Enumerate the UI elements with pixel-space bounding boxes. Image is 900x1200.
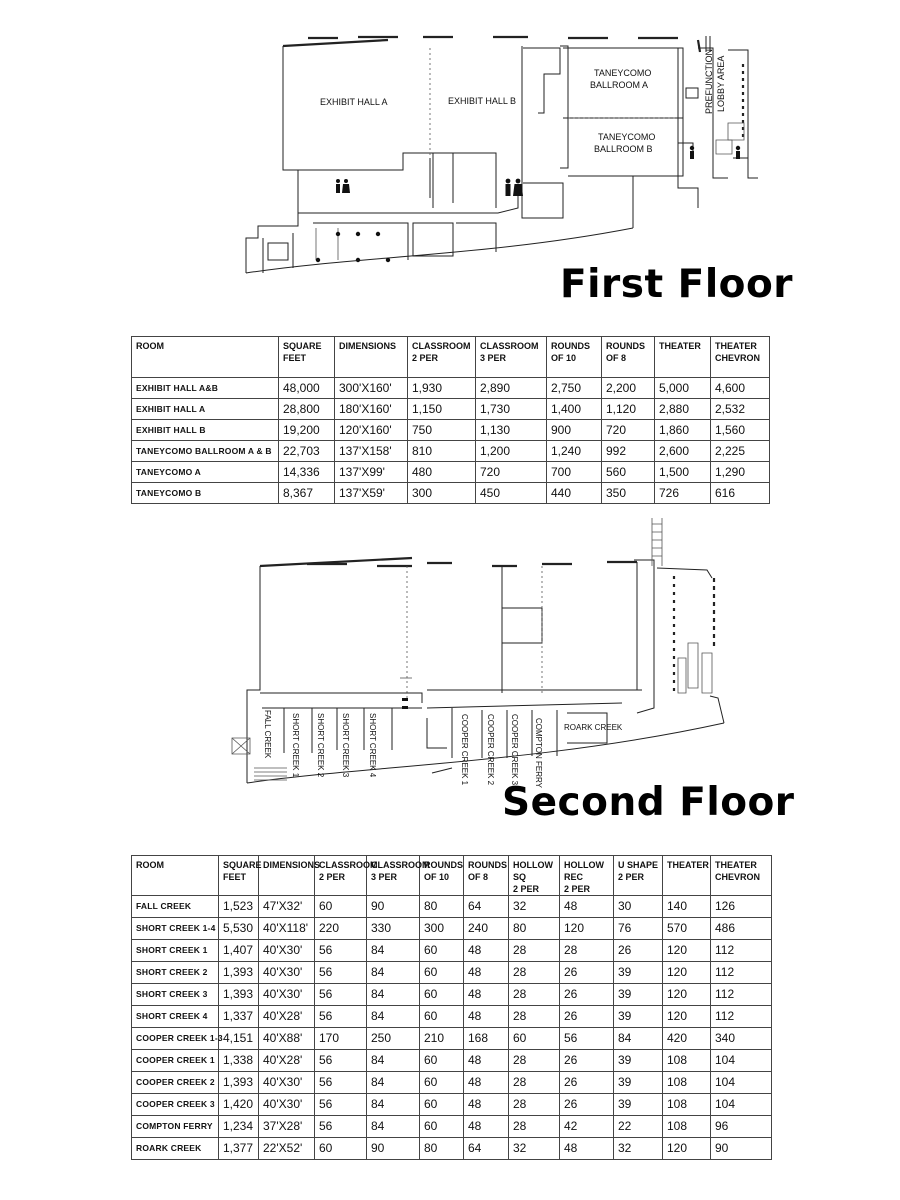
table-cell: 2,532 <box>711 399 770 420</box>
table-cell: 60 <box>420 1050 464 1072</box>
table-cell: 180'X160' <box>335 399 408 420</box>
table-cell: 37'X28' <box>259 1116 315 1138</box>
room-name-cell: SHORT CREEK 4 <box>132 1006 219 1028</box>
short-creek-1-label: SHORT CREEK 1 <box>291 713 300 778</box>
table-cell: 108 <box>663 1116 711 1138</box>
table-cell: 750 <box>408 420 476 441</box>
table-cell: 126 <box>711 896 772 918</box>
table-cell: 28 <box>560 940 614 962</box>
table-cell: 60 <box>420 1006 464 1028</box>
table-cell: 700 <box>547 462 602 483</box>
table-cell: 560 <box>602 462 655 483</box>
header-hollow-sq: HOLLOW SQ 2 PER <box>509 856 560 896</box>
table-cell: 120 <box>663 1138 711 1160</box>
table-cell: 60 <box>420 962 464 984</box>
header-dimensions: DIMENSIONS <box>335 337 408 378</box>
table-row <box>132 1094 772 1116</box>
table-cell: 56 <box>315 940 367 962</box>
table-cell: 220 <box>315 918 367 940</box>
table-cell: 26 <box>560 962 614 984</box>
short-creek-2-label: SHORT CREEK 2 <box>316 713 325 778</box>
table-cell: 84 <box>367 1006 420 1028</box>
table-cell: 39 <box>614 1094 663 1116</box>
table-cell: 120 <box>663 962 711 984</box>
table-row <box>132 399 770 420</box>
table-cell: 900 <box>547 420 602 441</box>
first-floor-walls <box>246 36 758 273</box>
table-cell: 420 <box>663 1028 711 1050</box>
table-cell: 5,530 <box>219 918 259 940</box>
header-classroom-2-per: CLASSROOM 2 PER <box>315 856 367 896</box>
table-cell: 170 <box>315 1028 367 1050</box>
table-cell: 440 <box>547 483 602 504</box>
table-cell: 240 <box>464 918 509 940</box>
table-cell: 48 <box>464 962 509 984</box>
short-creek-4-label: SHORT CREEK 4 <box>368 713 377 778</box>
table-cell: 26 <box>614 940 663 962</box>
table-cell: 28 <box>509 940 560 962</box>
table-cell: 616 <box>711 483 770 504</box>
ballroom-a-label-line1: TANEYCOMO <box>594 68 652 78</box>
table-cell: 32 <box>509 1138 560 1160</box>
header-room: ROOM <box>132 856 219 896</box>
table-row <box>132 984 772 1006</box>
table-cell: 2,890 <box>476 378 547 399</box>
restroom-icon <box>336 179 350 193</box>
table-cell: 60 <box>420 940 464 962</box>
table-cell: 56 <box>315 1094 367 1116</box>
table-cell: 1,930 <box>408 378 476 399</box>
table-cell: 137'X59' <box>335 483 408 504</box>
table-cell: 40'X118' <box>259 918 315 940</box>
table-cell: 810 <box>408 441 476 462</box>
second-floor-walls <box>232 518 724 783</box>
table-cell: 2,600 <box>655 441 711 462</box>
ballroom-b-label-line1: TANEYCOMO <box>598 132 656 142</box>
table-cell: 56 <box>315 1006 367 1028</box>
table-cell: 26 <box>560 984 614 1006</box>
table-cell: 40'X30' <box>259 962 315 984</box>
table-row <box>132 462 770 483</box>
table-cell: 1,338 <box>219 1050 259 1072</box>
table-cell: 112 <box>711 962 772 984</box>
table-cell: 56 <box>315 984 367 1006</box>
table-cell: 39 <box>614 1050 663 1072</box>
table-cell: 104 <box>711 1072 772 1094</box>
table-cell: 137'X158' <box>335 441 408 462</box>
header-square-feet: SQUARE FEET <box>279 337 335 378</box>
table-cell: 40'X28' <box>259 1006 315 1028</box>
room-name-cell: TANEYCOMO B <box>132 483 279 504</box>
table-cell: 60 <box>315 896 367 918</box>
table-cell: 56 <box>315 962 367 984</box>
table-cell: 80 <box>509 918 560 940</box>
table-row <box>132 441 770 462</box>
table-cell: 60 <box>315 1138 367 1160</box>
table-cell: 1,240 <box>547 441 602 462</box>
table-cell: 5,000 <box>655 378 711 399</box>
header-rounds-of-8: ROUNDS OF 8 <box>464 856 509 896</box>
table-cell: 480 <box>408 462 476 483</box>
table-cell: 1,290 <box>711 462 770 483</box>
table-cell: 40'X28' <box>259 1050 315 1072</box>
table-row <box>132 483 770 504</box>
table-cell: 60 <box>420 984 464 1006</box>
table-cell: 726 <box>655 483 711 504</box>
first-floor-capacity-table <box>131 336 770 504</box>
table-cell: 90 <box>367 896 420 918</box>
table-cell: 26 <box>560 1072 614 1094</box>
table-cell: 90 <box>367 1138 420 1160</box>
header-classroom-3-per: CLASSROOM 3 PER <box>476 337 547 378</box>
table-cell: 56 <box>315 1072 367 1094</box>
header-classroom-3-per: CLASSROOM 3 PER <box>367 856 420 896</box>
ballroom-a-label-line2: BALLROOM A <box>590 80 649 90</box>
table-cell: 720 <box>602 420 655 441</box>
person-icon <box>690 146 694 159</box>
second-floor-heading: Second Floor <box>502 780 795 825</box>
header-dimensions: DIMENSIONS <box>259 856 315 896</box>
table-cell: 104 <box>711 1050 772 1072</box>
table-cell: 28 <box>509 1116 560 1138</box>
table-cell: 1,523 <box>219 896 259 918</box>
table-cell: 30 <box>614 896 663 918</box>
table-cell: 60 <box>509 1028 560 1050</box>
ballroom-b-label-line2: BALLROOM B <box>594 144 653 154</box>
table-cell: 450 <box>476 483 547 504</box>
table-cell: 56 <box>560 1028 614 1050</box>
table-cell: 1,860 <box>655 420 711 441</box>
table-cell: 1,150 <box>408 399 476 420</box>
table-cell: 80 <box>420 1138 464 1160</box>
table-cell: 300 <box>420 918 464 940</box>
header-rounds-of-10: ROUNDS OF 10 <box>547 337 602 378</box>
person-icon <box>736 146 740 159</box>
table-cell: 28 <box>509 1094 560 1116</box>
room-name-cell: SHORT CREEK 2 <box>132 962 219 984</box>
header-theater: THEATER <box>655 337 711 378</box>
table-row <box>132 918 772 940</box>
table-cell: 300'X160' <box>335 378 408 399</box>
table-cell: 1,200 <box>476 441 547 462</box>
header-hollow-rec: HOLLOW REC 2 PER <box>560 856 614 896</box>
cooper-creek-3-label: COOPER CREEK 3 <box>510 714 519 786</box>
table-cell: 992 <box>602 441 655 462</box>
prefunction-label-line2: LOBBY AREA <box>716 55 726 112</box>
table-cell: 32 <box>509 896 560 918</box>
table-cell: 26 <box>560 1094 614 1116</box>
room-name-cell: COOPER CREEK 1 <box>132 1050 219 1072</box>
table-cell: 1,337 <box>219 1006 259 1028</box>
table-cell: 48 <box>464 1006 509 1028</box>
restroom-icon <box>506 179 524 196</box>
table-cell: 112 <box>711 1006 772 1028</box>
second-floor-plan <box>212 518 732 803</box>
table-cell: 22 <box>614 1116 663 1138</box>
table-cell: 47'X32' <box>259 896 315 918</box>
second-floor-capacity-table <box>131 855 772 1160</box>
table-header-row <box>132 337 770 378</box>
table-cell: 120 <box>663 984 711 1006</box>
room-name-cell: EXHIBIT HALL A&B <box>132 378 279 399</box>
room-name-cell: TANEYCOMO A <box>132 462 279 483</box>
header-square-feet: SQUARE FEET <box>219 856 259 896</box>
table-row <box>132 1028 772 1050</box>
room-name-cell: TANEYCOMO BALLROOM A & B <box>132 441 279 462</box>
table-cell: 48 <box>464 1116 509 1138</box>
table-cell: 26 <box>560 1050 614 1072</box>
table-cell: 56 <box>315 1050 367 1072</box>
table-cell: 1,130 <box>476 420 547 441</box>
table-cell: 137'X99' <box>335 462 408 483</box>
table-cell: 28 <box>509 962 560 984</box>
table-cell: 120'X160' <box>335 420 408 441</box>
table-cell: 84 <box>367 1116 420 1138</box>
table-cell: 108 <box>663 1094 711 1116</box>
table-cell: 1,377 <box>219 1138 259 1160</box>
table-cell: 48 <box>560 1138 614 1160</box>
table-cell: 14,336 <box>279 462 335 483</box>
table-row <box>132 896 772 918</box>
room-name-cell: SHORT CREEK 1-4 <box>132 918 219 940</box>
table-cell: 2,750 <box>547 378 602 399</box>
table-cell: 42 <box>560 1116 614 1138</box>
exhibit-hall-a-label: EXHIBIT HALL A <box>320 97 388 107</box>
table-row <box>132 420 770 441</box>
table-cell: 26 <box>560 1006 614 1028</box>
cooper-creek-1-label: COOPER CREEK 1 <box>460 714 469 786</box>
header-theater-chevron: THEATER CHEVRON <box>711 856 772 896</box>
table-cell: 84 <box>367 940 420 962</box>
fall-creek-label: FALL CREEK <box>263 710 272 759</box>
table-cell: 39 <box>614 1072 663 1094</box>
first-floor-plan <box>238 28 778 278</box>
table-cell: 1,234 <box>219 1116 259 1138</box>
table-cell: 19,200 <box>279 420 335 441</box>
table-cell: 8,367 <box>279 483 335 504</box>
header-rounds-of-10: ROUNDS OF 10 <box>420 856 464 896</box>
table-cell: 39 <box>614 962 663 984</box>
short-creek-3-label: SHORT CREEK 3 <box>341 713 350 778</box>
table-cell: 570 <box>663 918 711 940</box>
table-cell: 108 <box>663 1050 711 1072</box>
table-cell: 250 <box>367 1028 420 1050</box>
table-cell: 1,393 <box>219 984 259 1006</box>
table-cell: 1,120 <box>602 399 655 420</box>
room-name-cell: COMPTON FERRY <box>132 1116 219 1138</box>
table-row <box>132 1006 772 1028</box>
table-cell: 39 <box>614 984 663 1006</box>
table-cell: 4,151 <box>219 1028 259 1050</box>
table-row <box>132 940 772 962</box>
table-cell: 28 <box>509 1072 560 1094</box>
table-cell: 48,000 <box>279 378 335 399</box>
table-cell: 28,800 <box>279 399 335 420</box>
table-cell: 80 <box>420 896 464 918</box>
header-classroom-2-per: CLASSROOM 2 PER <box>408 337 476 378</box>
table-row <box>132 1072 772 1094</box>
table-cell: 60 <box>420 1094 464 1116</box>
table-cell: 84 <box>367 1050 420 1072</box>
table-cell: 76 <box>614 918 663 940</box>
table-cell: 39 <box>614 1006 663 1028</box>
table-cell: 84 <box>367 962 420 984</box>
exhibit-hall-b-label: EXHIBIT HALL B <box>448 96 517 106</box>
table-row <box>132 1116 772 1138</box>
table-cell: 84 <box>614 1028 663 1050</box>
table-cell: 720 <box>476 462 547 483</box>
table-cell: 32 <box>614 1138 663 1160</box>
table-cell: 60 <box>420 1116 464 1138</box>
cooper-creek-2-label: COOPER CREEK 2 <box>486 714 495 786</box>
table-cell: 96 <box>711 1116 772 1138</box>
table-cell: 1,500 <box>655 462 711 483</box>
room-name-cell: FALL CREEK <box>132 896 219 918</box>
table-cell: 40'X30' <box>259 940 315 962</box>
first-floor-heading: First Floor <box>560 262 794 307</box>
room-name-cell: COOPER CREEK 1-3 <box>132 1028 219 1050</box>
header-theater-chevron: THEATER CHEVRON <box>711 337 770 378</box>
header-theater: THEATER <box>663 856 711 896</box>
table-cell: 48 <box>560 896 614 918</box>
table-cell: 140 <box>663 896 711 918</box>
table-cell: 120 <box>663 1006 711 1028</box>
room-name-cell: EXHIBIT HALL B <box>132 420 279 441</box>
table-cell: 40'X88' <box>259 1028 315 1050</box>
table-cell: 40'X30' <box>259 1094 315 1116</box>
prefunction-label-line1: PREFUNCTION <box>704 49 714 114</box>
table-cell: 112 <box>711 984 772 1006</box>
table-cell: 1,560 <box>711 420 770 441</box>
room-name-cell: COOPER CREEK 3 <box>132 1094 219 1116</box>
table-cell: 48 <box>464 984 509 1006</box>
table-cell: 340 <box>711 1028 772 1050</box>
header-u-shape: U SHAPE 2 PER <box>614 856 663 896</box>
table-cell: 48 <box>464 1094 509 1116</box>
table-row <box>132 1050 772 1072</box>
room-name-cell: SHORT CREEK 3 <box>132 984 219 1006</box>
table-cell: 40'X30' <box>259 1072 315 1094</box>
table-cell: 108 <box>663 1072 711 1094</box>
table-row <box>132 1138 772 1160</box>
table-cell: 300 <box>408 483 476 504</box>
table-cell: 28 <box>509 984 560 1006</box>
table-cell: 84 <box>367 984 420 1006</box>
column-markers <box>316 232 390 262</box>
table-cell: 64 <box>464 896 509 918</box>
table-cell: 22'X52' <box>259 1138 315 1160</box>
table-cell: 56 <box>315 1116 367 1138</box>
table-cell: 486 <box>711 918 772 940</box>
table-cell: 2,200 <box>602 378 655 399</box>
header-room: ROOM <box>132 337 279 378</box>
table-cell: 22,703 <box>279 441 335 462</box>
compton-ferry-label: COMPTON FERRY <box>534 718 543 788</box>
table-cell: 104 <box>711 1094 772 1116</box>
table-row <box>132 378 770 399</box>
room-name-cell: EXHIBIT HALL A <box>132 399 279 420</box>
table-cell: 28 <box>509 1050 560 1072</box>
table-cell: 1,393 <box>219 1072 259 1094</box>
table-cell: 1,407 <box>219 940 259 962</box>
room-name-cell: COOPER CREEK 2 <box>132 1072 219 1094</box>
roark-creek-label: ROARK CREEK <box>564 723 623 732</box>
table-cell: 1,420 <box>219 1094 259 1116</box>
table-cell: 120 <box>560 918 614 940</box>
table-cell: 112 <box>711 940 772 962</box>
table-cell: 64 <box>464 1138 509 1160</box>
table-cell: 1,730 <box>476 399 547 420</box>
table-cell: 4,600 <box>711 378 770 399</box>
table-cell: 2,225 <box>711 441 770 462</box>
table-cell: 48 <box>464 1072 509 1094</box>
table-cell: 60 <box>420 1072 464 1094</box>
table-cell: 1,400 <box>547 399 602 420</box>
table-cell: 48 <box>464 1050 509 1072</box>
table-cell: 48 <box>464 940 509 962</box>
table-cell: 2,880 <box>655 399 711 420</box>
header-rounds-of-8: ROUNDS OF 8 <box>602 337 655 378</box>
table-cell: 28 <box>509 1006 560 1028</box>
table-cell: 168 <box>464 1028 509 1050</box>
table-cell: 1,393 <box>219 962 259 984</box>
table-cell: 120 <box>663 940 711 962</box>
table-row <box>132 962 772 984</box>
room-name-cell: SHORT CREEK 1 <box>132 940 219 962</box>
table-cell: 84 <box>367 1094 420 1116</box>
table-cell: 90 <box>711 1138 772 1160</box>
table-header-row <box>132 856 772 896</box>
table-cell: 350 <box>602 483 655 504</box>
table-cell: 40'X30' <box>259 984 315 1006</box>
table-cell: 330 <box>367 918 420 940</box>
room-name-cell: ROARK CREEK <box>132 1138 219 1160</box>
table-cell: 210 <box>420 1028 464 1050</box>
table-cell: 84 <box>367 1072 420 1094</box>
